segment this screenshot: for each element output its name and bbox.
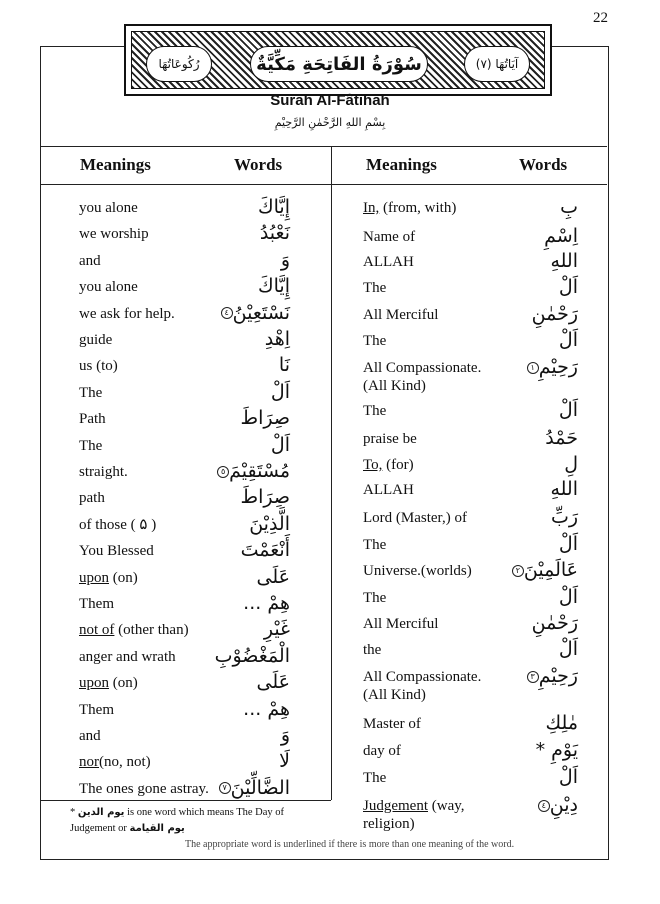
- meaning-underlined: In,: [363, 200, 380, 216]
- arabic-word-text: وَ: [280, 724, 290, 746]
- meaning-alt: (no, not): [99, 754, 151, 771]
- arabic-word: [271, 379, 290, 405]
- arabic-word: [559, 636, 578, 662]
- meaning: [79, 647, 176, 667]
- arabic-word-text: اللهِ: [550, 478, 578, 500]
- meaning-text: anger and wrath: [79, 648, 176, 665]
- surah-banner: [124, 24, 552, 96]
- arabic-word-text: اِهْدِ: [264, 328, 290, 350]
- meaning: [79, 304, 175, 324]
- meaning: [363, 588, 386, 608]
- arabic-word-text: صِرَاطَ: [240, 486, 290, 509]
- arabic-word: [559, 764, 578, 790]
- meaning: [79, 700, 114, 720]
- meaning-text: All Compassionate.: [363, 360, 482, 376]
- left-meanings-header: Meanings: [80, 155, 151, 174]
- arabic-word: [559, 584, 578, 610]
- meaning-text: and: [79, 252, 101, 269]
- meaning-alt: (on): [109, 569, 138, 586]
- arabic-word-text: حَمْدُ: [545, 427, 578, 449]
- arabic-word: [281, 722, 290, 748]
- meaning-underlined: Judgement: [363, 798, 428, 814]
- meaning-text: Path: [79, 411, 106, 428]
- arabic-word-text: الْمَغْضُوْبِ: [214, 644, 290, 667]
- arabic-word: [217, 775, 290, 801]
- arabic-word-text: رَحْمٰنِ: [531, 612, 578, 634]
- meaning: [79, 515, 156, 535]
- meaning: [363, 198, 456, 218]
- arabic-word: [559, 274, 578, 300]
- arabic-word-text: غَيْرِ: [263, 618, 290, 641]
- meaning: [79, 462, 128, 482]
- ayat-count-cartouche: آيَاتُهَا (٧): [464, 46, 530, 82]
- ayah-number-icon: ٧: [219, 782, 231, 794]
- meaning-text: Universe.(worlds): [363, 563, 472, 579]
- meaning-text: All Compassionate.: [363, 669, 482, 685]
- meaning-underlined: nor: [79, 754, 99, 771]
- meaning-text: Lord (Master,) of: [363, 510, 467, 526]
- arabic-word: [510, 557, 578, 583]
- arabic-word: [550, 248, 578, 274]
- right-words-header: Words: [519, 155, 568, 174]
- meaning-underlined: To,: [363, 457, 383, 473]
- arabic-word-text: لِ: [564, 453, 578, 475]
- banner-ornament: [131, 31, 545, 89]
- meaning-continuation: religion): [363, 816, 415, 832]
- meaning: [79, 251, 101, 271]
- meaning-continuation: (All Kind): [363, 687, 426, 703]
- arabic-word: [546, 710, 578, 736]
- arabic-word: [525, 663, 578, 689]
- meaning-text: The: [363, 333, 387, 349]
- meaning-text: All Merciful: [363, 616, 439, 632]
- footnote-text-1: is one word which means The Day of: [127, 807, 285, 818]
- meaning-text: we ask for help.: [79, 305, 175, 322]
- arabic-word: [241, 484, 290, 510]
- meaning: [79, 436, 102, 456]
- meaning-continuation: (All Kind): [363, 378, 426, 394]
- meaning-text: You Blessed: [79, 543, 154, 560]
- arabic-word-text: مُسْتَقِيْمَ: [229, 460, 290, 482]
- meaning-underlined: not of: [79, 622, 115, 639]
- meaning-underlined: upon: [79, 569, 109, 586]
- meaning-text: the: [363, 642, 382, 658]
- meaning-text: you alone: [79, 279, 138, 296]
- arabic-word-text: رَبِّ: [550, 506, 578, 528]
- arabic-word: [264, 616, 290, 642]
- meaning: [79, 568, 138, 588]
- arabic-word-text: يَوْمِ *: [535, 739, 578, 761]
- meaning: [363, 455, 414, 475]
- meaning-text: Name of: [363, 229, 416, 245]
- ruku-count-cartouche: رُكُوعَاتُهَا: [146, 46, 212, 82]
- meaning-text: path: [79, 490, 105, 507]
- meaning: [79, 224, 149, 244]
- arabic-word: [551, 504, 578, 530]
- arabic-word-text: هِمْ ...: [243, 592, 290, 614]
- meaning-text: All Merciful: [363, 307, 439, 323]
- arabic-word-text: هِمْ ...: [243, 697, 290, 720]
- arabic-word: [249, 511, 290, 537]
- arabic-word-text: مٰلِكِ: [545, 712, 578, 734]
- arabic-word-text: إِيَّاكَ: [257, 275, 290, 298]
- arabic-word: [559, 531, 578, 557]
- meaning-alt: (other than): [114, 622, 189, 639]
- column-divider: [331, 146, 332, 800]
- arabic-word-text: الضَّالِّيْنَ: [230, 776, 290, 799]
- arabic-word-text: دِيْنِ: [549, 794, 578, 816]
- meaning-text: we worship: [79, 226, 149, 243]
- meaning: [363, 401, 386, 421]
- footnote-star: *: [70, 807, 76, 818]
- meaning: [79, 277, 138, 297]
- meaning-text: of those ( ۵ ): [79, 516, 157, 533]
- meaning-text: and: [79, 728, 101, 744]
- meaning-text: The: [363, 590, 387, 606]
- meaning-text: you alone: [79, 200, 138, 216]
- arabic-word-text: رَحِيْمِ: [538, 356, 578, 378]
- arabic-word: [215, 643, 290, 669]
- meaning: [363, 358, 481, 378]
- meaning-text: praise be: [363, 431, 417, 447]
- arabic-word-text: لَا: [279, 750, 290, 773]
- ayah-number-icon: ١: [527, 362, 539, 374]
- meaning: [363, 741, 401, 761]
- meaning: [363, 714, 421, 734]
- meaning: [79, 198, 138, 218]
- header-top-rule: [41, 146, 607, 147]
- arabic-word-text: اَلْ: [558, 276, 578, 298]
- bottom-note: The appropriate word is underlined if there is more than one meaning of the word.: [185, 839, 515, 850]
- arabic-word-text: عَالَمِيْنَ: [523, 559, 578, 581]
- meaning: [363, 227, 415, 247]
- arabic-word: [525, 354, 578, 380]
- meaning-alt: (from, with): [379, 200, 457, 216]
- arabic-word-text: رَحِيْمِ: [538, 665, 578, 687]
- arabic-word: [257, 669, 290, 695]
- arabic-word: [544, 223, 578, 249]
- meaning: [79, 383, 102, 403]
- arabic-word-text: عَلَى: [256, 671, 290, 694]
- meaning: [363, 535, 386, 555]
- arabic-word-text: الَّذِيْنَ: [249, 512, 290, 535]
- ayah-number-icon: ٣: [527, 671, 539, 683]
- arabic-word-text: اَلْ: [558, 399, 578, 421]
- meaning: [363, 278, 386, 298]
- meaning-text: The: [79, 437, 103, 454]
- arabic-word: [243, 696, 290, 722]
- meaning-underlined: upon: [79, 675, 109, 692]
- footnote-text-2: Judgement or: [70, 823, 127, 834]
- header-bottom-rule: [41, 184, 607, 185]
- ayah-number-icon: ٤: [221, 307, 233, 319]
- meaning-text: Master of: [363, 716, 421, 732]
- meaning-text: Them: [79, 701, 114, 718]
- arabic-word: [265, 326, 290, 352]
- meaning-alt: (for): [382, 457, 414, 473]
- meaning: [79, 620, 189, 640]
- meaning: [363, 252, 414, 272]
- arabic-word-text: اَلْ: [558, 586, 578, 608]
- arabic-word-text: عَلَى: [256, 565, 290, 588]
- meaning-alt: (way,: [428, 798, 465, 814]
- left-words-header: Words: [234, 155, 283, 174]
- ayah-number-icon: ٤: [538, 800, 550, 812]
- meaning: [363, 429, 417, 449]
- meaning: [79, 356, 118, 376]
- arabic-word: [532, 301, 578, 327]
- ayah-number-icon: ٢: [512, 565, 524, 577]
- meaning-text: us (to): [79, 358, 118, 375]
- arabic-word-text: رَحْمٰنِ: [531, 303, 578, 325]
- meaning: [79, 541, 154, 561]
- arabic-word-text: وَ: [280, 248, 290, 271]
- meaning-text: Them: [79, 596, 114, 612]
- arabic-word-text: اَلْ: [558, 766, 578, 788]
- arabic-word: [532, 610, 578, 636]
- meaning: [79, 488, 105, 508]
- bismillah: بِسْمِ اللهِ الرَّحْمٰنِ الرَّحِيْمِ: [274, 116, 386, 129]
- meaning: [79, 330, 112, 350]
- arabic-word: [559, 327, 578, 353]
- meaning-text: The: [79, 384, 103, 401]
- meaning: [79, 673, 138, 693]
- meaning: [363, 640, 381, 660]
- arabic-word-text: أَنْعَمْتَ: [240, 539, 290, 562]
- arabic-word-text: اَلْ: [270, 380, 290, 403]
- meaning-text: straight.: [79, 464, 128, 480]
- arabic-word-text: اَلْ: [558, 329, 578, 351]
- arabic-word: [271, 432, 290, 458]
- arabic-word: [279, 352, 290, 378]
- meaning: [363, 305, 438, 325]
- meaning-text: day of: [363, 743, 401, 759]
- meaning-text: The: [363, 770, 387, 786]
- page-title: Surah Al-Fâtihah: [270, 92, 390, 109]
- arabic-word: [564, 451, 578, 477]
- arabic-word: [279, 748, 290, 774]
- arabic-word-text: صِرَاطَ: [240, 407, 290, 430]
- meaning-text: The: [363, 537, 387, 553]
- footnote-line-1: [70, 806, 284, 820]
- arabic-word-text: نَسْتَعِيْنُ: [232, 301, 290, 324]
- arabic-word: [219, 300, 290, 326]
- meaning-text: The ones gone astray.: [79, 780, 209, 797]
- arabic-word-text: اِسْمِ: [544, 225, 578, 247]
- footnote-phrase-1: يوم الدين: [77, 807, 125, 818]
- arabic-word-text: اَلْ: [558, 533, 578, 555]
- arabic-word: [258, 273, 290, 299]
- meaning-text: The: [363, 280, 387, 296]
- arabic-word: [559, 397, 578, 423]
- meaning-text: guide: [79, 332, 113, 348]
- footnote-line-2: [70, 822, 185, 836]
- arabic-word: [215, 458, 290, 484]
- meaning: [363, 796, 465, 816]
- arabic-word-text: اَلْ: [270, 433, 290, 456]
- meaning: [363, 480, 414, 500]
- arabic-word: [257, 564, 290, 590]
- arabic-word: [260, 220, 290, 246]
- ayah-number-icon: ٥: [217, 466, 229, 478]
- arabic-word-text: نَعْبُدُ: [259, 222, 290, 245]
- arabic-word: [550, 476, 578, 502]
- meaning: [363, 331, 386, 351]
- meaning: [79, 594, 114, 614]
- footnote-phrase-2: يوم القيامة: [129, 823, 185, 834]
- arabic-word: [545, 425, 578, 451]
- arabic-word: [241, 537, 290, 563]
- arabic-word-text: اَلْ: [558, 638, 578, 660]
- arabic-word-text: نَا: [278, 354, 290, 377]
- arabic-word-text: إِيَّاكَ: [257, 196, 290, 218]
- meaning: [79, 779, 209, 799]
- meaning: [79, 726, 101, 746]
- arabic-word: [258, 194, 290, 220]
- meaning-text: The: [363, 403, 387, 419]
- meaning-text: ALLAH: [363, 482, 414, 498]
- arabic-word: [536, 792, 578, 818]
- arabic-word-text: اللهِ: [550, 250, 578, 272]
- meaning-alt: (on): [109, 675, 138, 692]
- meaning-text: ALLAH: [363, 254, 414, 270]
- arabic-word: [243, 590, 290, 616]
- meaning: [363, 508, 467, 528]
- arabic-word: [281, 247, 290, 273]
- meaning: [363, 561, 472, 581]
- meaning: [79, 752, 151, 772]
- meaning: [363, 614, 438, 634]
- arabic-word: [241, 405, 290, 431]
- arabic-word: [536, 737, 578, 763]
- meaning: [79, 409, 106, 429]
- page-number: 22: [593, 10, 608, 26]
- right-meanings-header: Meanings: [366, 155, 437, 174]
- surah-name-cartouche: سُوْرَةُ الفَاتِحَةِ مَكِّيَّةٌ: [250, 46, 428, 82]
- meaning: [363, 768, 386, 788]
- arabic-word-text: بِ: [560, 196, 578, 218]
- arabic-word: [560, 194, 578, 220]
- meaning: [363, 667, 481, 687]
